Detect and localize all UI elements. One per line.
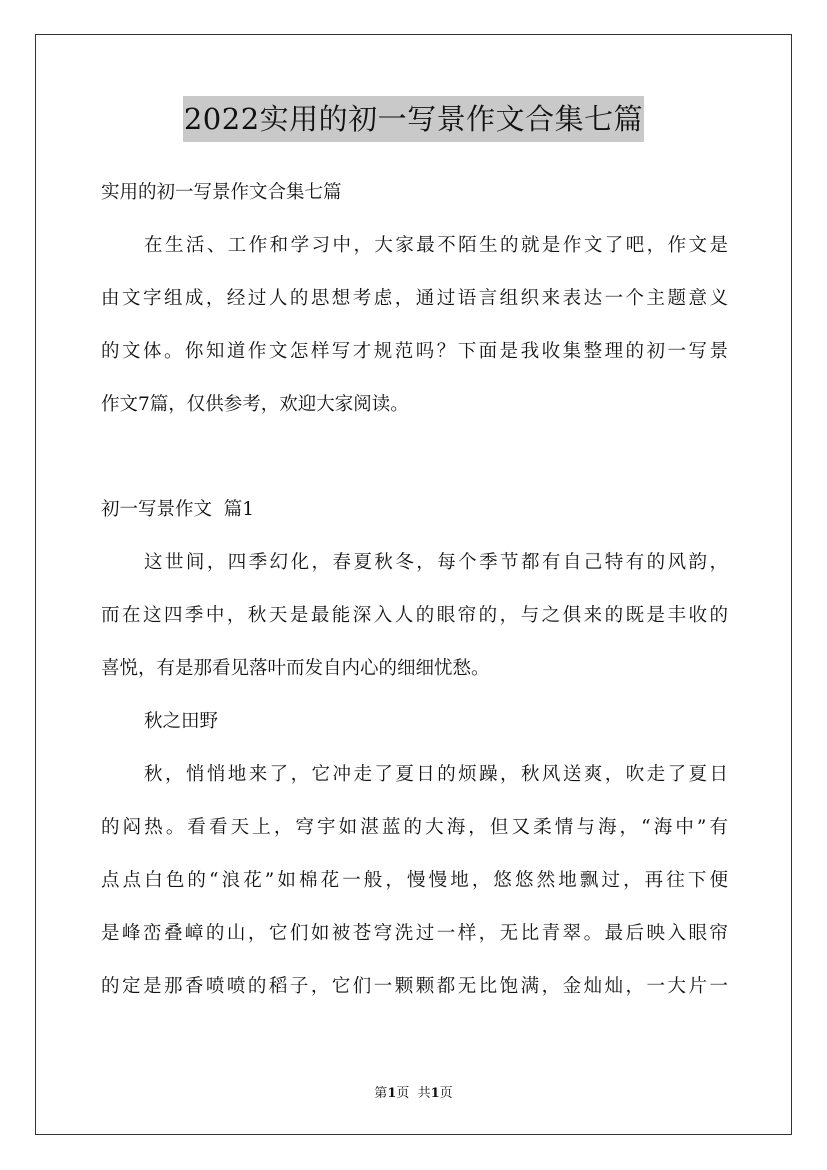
subheading: 秋之田野 — [144, 711, 219, 732]
paragraph-line: 秋，悄悄地来了，它冲走了夏日的烦躁，秋风送爽，吹走了夏日 — [144, 764, 728, 785]
paragraph-line: 的闷热。看看天上，穹宇如湛蓝的大海，但又柔情与海，“海中”有 — [101, 817, 728, 838]
paragraph-line: 点点白色的“浪花”如棉花一般，慢慢地，悠悠然地飘过，再往下便 — [101, 870, 728, 891]
page-footer — [0, 1082, 827, 1101]
intro-line: 由文字组成，经过人的思想考虑，通过语言组织来表达一个主题意义 — [101, 288, 728, 309]
document-body — [101, 170, 728, 1017]
paragraph-line: 这世间，四季幻化，春夏秋冬，每个季节都有自己特有的风韵， — [144, 552, 728, 573]
footer-total-pages: 1 — [430, 1086, 440, 1101]
title-container — [0, 96, 827, 142]
paragraph-line: 是峰峦叠嶂的山，它们如被苍穹洗过一样，无比青翠。最后映入眼帘 — [101, 923, 728, 944]
section-heading: 初一写景作文 篇1 — [101, 499, 255, 520]
footer-suffix: 页 — [439, 1086, 453, 1101]
footer-mid: 页 共 — [396, 1086, 431, 1101]
paragraph-line: 而在这四季中，秋天是最能深入人的眼帘的，与之俱来的既是丰收的 — [101, 605, 728, 626]
intro-line: 的文体。你知道作文怎样写才规范吗？下面是我收集整理的初一写景 — [101, 341, 728, 362]
paragraph-line: 的定是那香喷喷的稻子，它们一颗颗都无比饱满，金灿灿，一大片一 — [101, 976, 728, 997]
intro-line: 作文7篇，仅供参考，欢迎大家阅读。 — [101, 394, 409, 415]
document-title: 2022实用的初一写景作文合集七篇 — [183, 96, 644, 142]
intro-line: 在生活、工作和学习中，大家最不陌生的就是作文了吧，作文是 — [144, 235, 728, 256]
footer-page-number: 1 — [387, 1086, 397, 1101]
paragraph-line: 喜悦，有是那看见落叶而发自内心的细细忧愁。 — [101, 658, 490, 679]
document-subtitle: 实用的初一写景作文合集七篇 — [101, 182, 342, 203]
footer-prefix: 第 — [374, 1086, 388, 1101]
